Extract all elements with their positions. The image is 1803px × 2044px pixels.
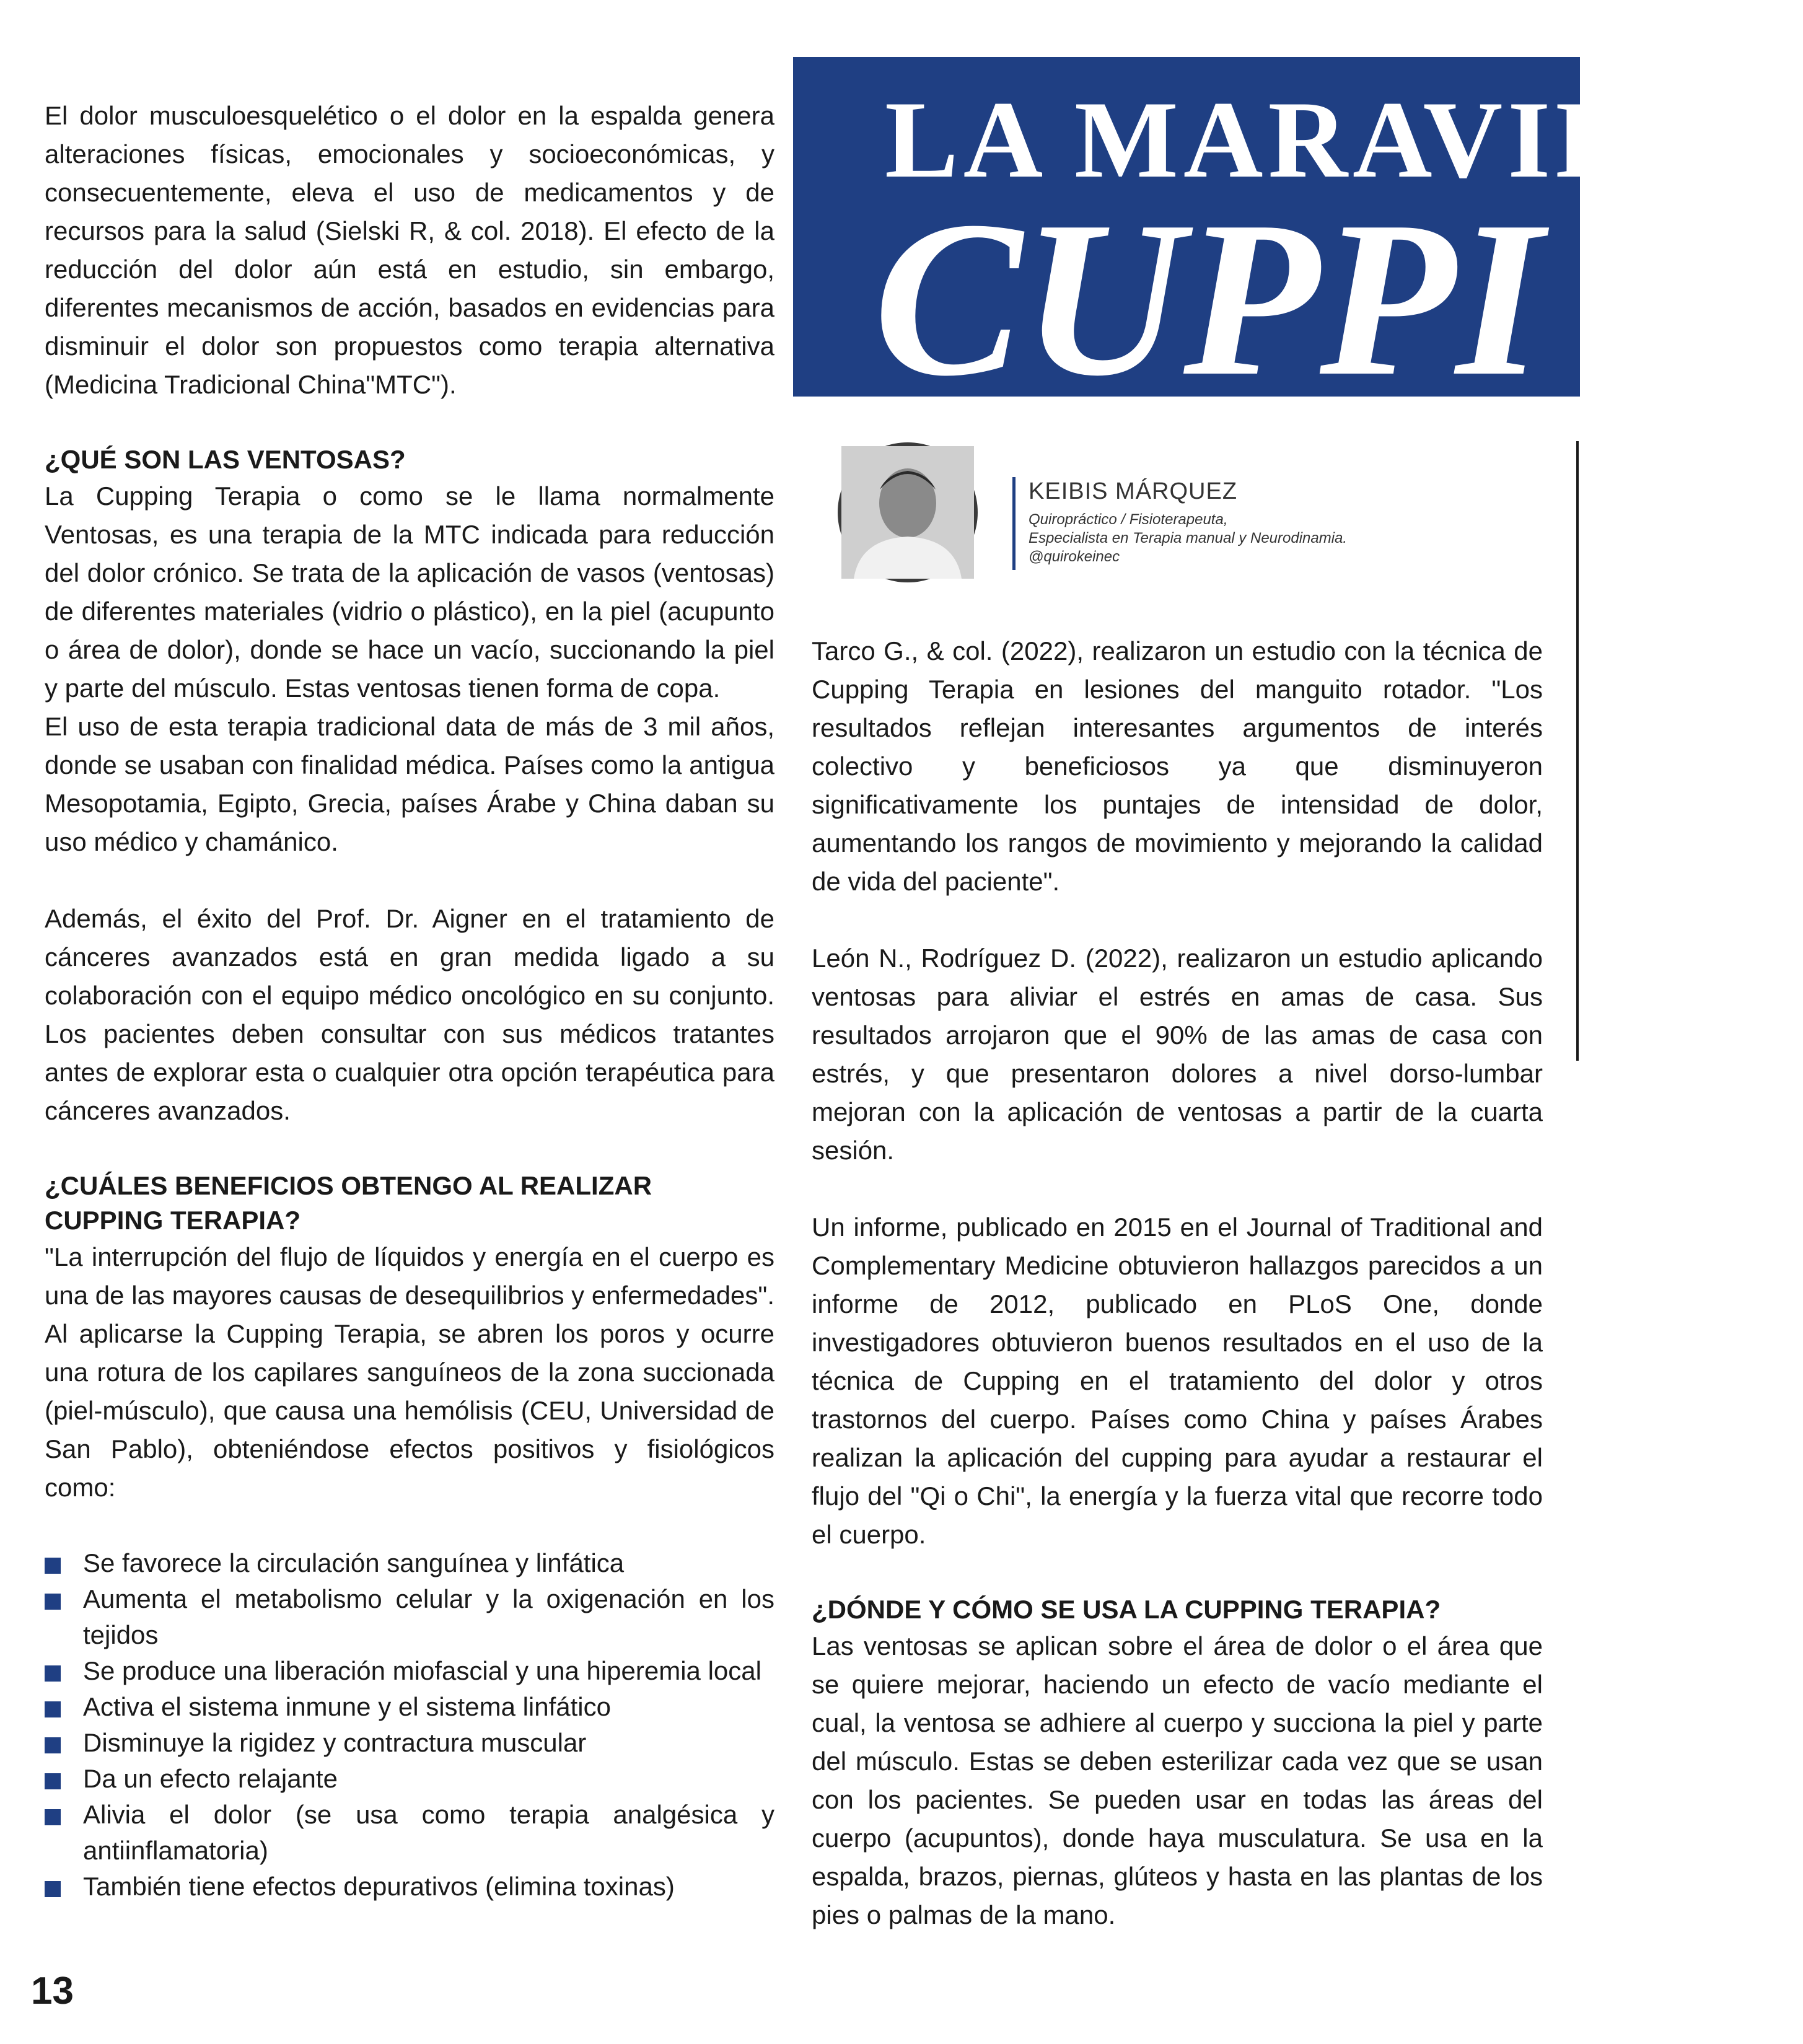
bullet-square-icon xyxy=(45,1809,61,1825)
benefits-list xyxy=(45,1545,774,1905)
page-number: 13 xyxy=(31,1970,74,2012)
title-line-1: LA MARAVILLO xyxy=(885,78,1803,201)
bullet-square-icon xyxy=(45,1737,61,1753)
list-item: Alivia el dolor (se usa como terapia analgésica y antiinflamatoria) xyxy=(45,1797,774,1869)
author-name: KEIBIS MÁRQUEZ xyxy=(1029,478,1238,504)
list-item: Da un efecto relajante xyxy=(45,1761,774,1797)
heading-que-son: ¿QUÉ SON LAS VENTOSAS? xyxy=(45,445,406,474)
paragraph-tarco: Tarco G., & col. (2022), realizaron un estudio con la técnica de Cupping Terapia en lesiones del manguito rotador. "Los resultados reflejan interesantes argumentos de interés colectivo y beneficiosos ya que disminuyeron significativamente los puntajes de intensidad de dolor, aumentando los rangos de movimiento y mejorando la calidad de vida del paciente". xyxy=(812,636,1543,896)
author-role-2: Especialista en Terapia manual y Neurodinamia. xyxy=(1029,530,1348,546)
list-item: Activa el sistema inmune y el sistema linfático xyxy=(45,1689,774,1725)
list-item: También tiene efectos depurativos (elimina toxinas) xyxy=(45,1869,774,1905)
spacer xyxy=(45,404,774,442)
spacer xyxy=(45,1507,774,1545)
spacer xyxy=(45,1130,774,1169)
spacer xyxy=(812,1554,1543,1592)
right-column xyxy=(812,632,1543,1934)
left-column xyxy=(45,97,774,1905)
list-item: Disminuye la rigidez y contractura muscular xyxy=(45,1725,774,1761)
author-block xyxy=(838,442,1581,572)
bullet-square-icon xyxy=(45,1665,61,1682)
paragraph-que-son-1: La Cupping Terapia o como se le llama normalmente Ventosas, es una terapia de la MTC indicada para reducción del dolor crónico. Se trata de la aplicación de vasos (ventosas) de diferentes materiales (vidrio o plástico), en la piel (acupunto o área de dolor), donde se hace un vacío, succionando la piel y parte del músculo. Estas ventosas tienen forma de copa. xyxy=(45,481,774,703)
person-silhouette-icon xyxy=(841,446,974,579)
spacer xyxy=(812,901,1543,939)
paragraph-informe: Un informe, publicado en 2015 en el Journal of Traditional and Complementary Medicine obtuvieron hallazgos parecidos a un informe de 2012, publicado en PLoS One, donde investigadores obtuvieron buenos resultados en el uso de la técnica de Cupping en el tratamiento del dolor y otros trastornos del cuerpo. Países como China y países Árabes realizan la aplicación del cupping para ayudar a restaurar el flujo del "Qi o Chi", la energía y la fuerza vital que recorre todo el cuerpo. xyxy=(812,1213,1543,1549)
bullet-square-icon xyxy=(45,1594,61,1610)
intro-paragraph: El dolor musculoesquelético o el dolor en la espalda genera alteraciones físicas, emocionales y socioeconómicas, y consecuentemente, eleva el uso de medicamentos y de recursos para la salud (Sielski R, & col. 2018). El efecto de la reducción del dolor aún está en estudio, sin embargo, diferentes mecanismos de acción, basados en evidencias para disminuir el dolor son propuestos como terapia alternativa (Medicina Tradicional China"MTC"). xyxy=(45,101,774,399)
heading-donde-como: ¿DÓNDE Y CÓMO SE USA LA CUPPING TERAPIA? xyxy=(812,1595,1441,1624)
paragraph-que-son-2: El uso de esta terapia tradicional data de más de 3 mil años, donde se usaban con finalidad médica. Países como la antigua Mesopotamia, Egipto, Grecia, países Árabe y China daban su uso médico y chamánico. xyxy=(45,712,774,856)
author-accent-bar xyxy=(1012,477,1016,570)
author-avatar xyxy=(838,442,978,582)
title-banner xyxy=(793,57,1803,422)
title-line-2: CUPPI xyxy=(874,175,1543,422)
spacer xyxy=(812,1170,1543,1208)
author-credentials xyxy=(1029,511,1347,566)
spacer xyxy=(45,861,774,900)
bullet-square-icon xyxy=(45,1701,61,1717)
author-handle[interactable]: @quirokeinec xyxy=(1029,548,1120,565)
paragraph-beneficios: "La interrupción del flujo de líquidos y energía en el cuerpo es una de las mayores causas de desequilibrios y enfermedades". Al aplicarse la Cupping Terapia, se abren los poros y ocurre una rotura de los capilares sanguíneos de la zona succionada (piel-músculo), que causa una hemólisis (CEU, Universidad de San Pablo), obteniéndose efectos positivos y fisiológicos como: xyxy=(45,1242,774,1502)
bullet-square-icon xyxy=(45,1881,61,1897)
heading-beneficios: ¿CUÁLES BENEFICIOS OBTENGO AL REALIZAR CUPPING TERAPIA? xyxy=(45,1171,652,1235)
list-item: Se favorece la circulación sanguínea y linfática xyxy=(45,1545,774,1581)
paragraph-aigner: Además, el éxito del Prof. Dr. Aigner en el tratamiento de cánceres avanzados está en gran medida ligado a su colaboración con el equipo médico oncológico en su conjunto. Los pacientes deben consultar con sus médicos tratantes antes de explorar esta o cualquier otra opción terapéutica para cánceres avanzados. xyxy=(45,904,774,1125)
list-item: Aumenta el metabolismo celular y la oxigenación en los tejidos xyxy=(45,1581,774,1653)
author-role-1: Quiropráctico / Fisioterapeuta, xyxy=(1029,511,1228,528)
paragraph-donde-como: Las ventosas se aplican sobre el área de dolor o el área que se quiere mejorar, haciendo un efecto de vacío mediante el cual, la ventosa se adhiere al cuerpo y succiona la piel y parte del músculo. Estas se deben esterilizar cada vez que se usan con los pacientes. Se pueden usar en todas las áreas del cuerpo (acupuntos), donde haya musculatura. Se usa en la espalda, brazos, piernas, glúteos y hasta en las plantas de los pies o palmas de la mano. xyxy=(812,1631,1543,1929)
list-item: Se produce una liberación miofascial y una hiperemia local xyxy=(45,1653,774,1689)
bullet-square-icon xyxy=(45,1773,61,1789)
paragraph-leon: León N., Rodríguez D. (2022), realizaron un estudio aplicando ventosas para aliviar el estrés en amas de casa. Sus resultados arrojaron que el 90% de las amas de casa con estrés, y que presentaron dolores a nivel dorso-lumbar mejoran con la aplicación de ventosas a partir de la cuarta sesión. xyxy=(812,944,1543,1165)
bullet-square-icon xyxy=(45,1558,61,1574)
